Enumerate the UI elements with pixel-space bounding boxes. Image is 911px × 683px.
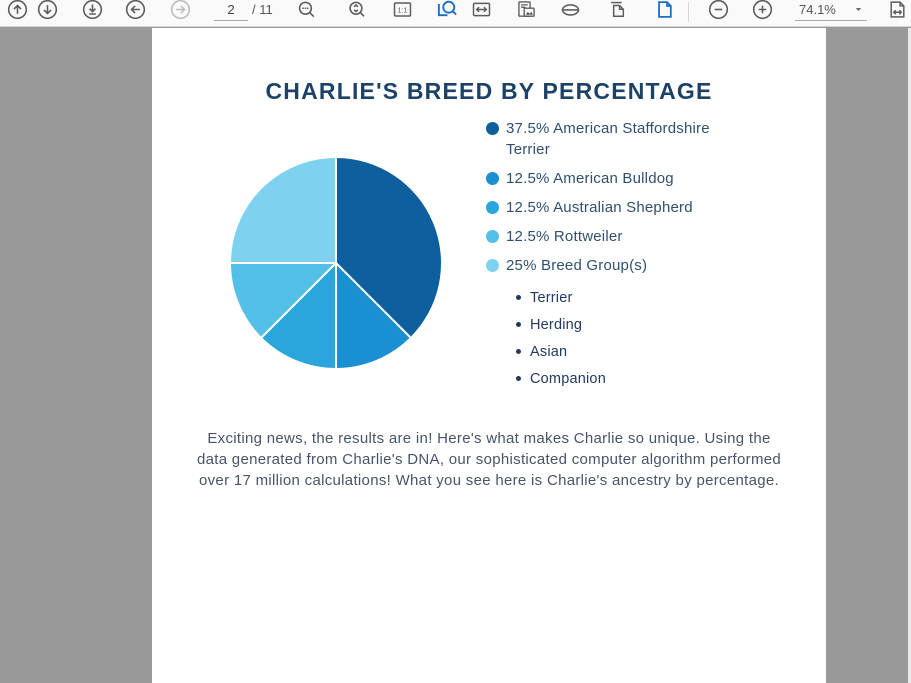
summary-paragraph: Exciting news, the results are in! Here's what makes Charlie so unique. Using the data generated from Charlie's DNA, our sophisticated computer algorithm performed over 17 million calculations! What you see here is Charlie's ancestry by percentage.	[196, 430, 782, 489]
down-arrow-to-bar-circle-icon	[82, 0, 103, 20]
pdf-page	[152, 28, 826, 683]
chart-legend	[486, 118, 736, 392]
single-page-view-button[interactable]	[652, 0, 676, 21]
legend-bullet-icon	[486, 259, 499, 272]
zoom-out-button[interactable]	[706, 0, 730, 21]
down-arrow-circle-icon	[37, 0, 58, 20]
page-count-label: / 11	[252, 2, 273, 17]
pie-slice	[231, 158, 336, 263]
legend-label: 12.5% American Bulldog	[506, 170, 674, 187]
legend-label: 37.5% American Staffordshire Terrier	[506, 120, 710, 158]
page-number-field	[214, 0, 248, 21]
read-mode-button[interactable]	[558, 0, 582, 21]
marquee-zoom-button[interactable]	[435, 0, 459, 21]
next-view-button[interactable]	[168, 0, 192, 21]
legend-item	[486, 255, 736, 276]
legend-item	[486, 118, 736, 160]
sub-breed-item	[516, 365, 736, 392]
page-number-input[interactable]	[214, 0, 248, 21]
page-fit-arrows-icon	[887, 0, 908, 20]
left-arrow-circle-icon	[125, 0, 146, 20]
fit-page-width-button[interactable]	[885, 0, 909, 21]
sub-breed-item	[516, 284, 736, 311]
one-to-one-icon	[392, 0, 413, 20]
breed-group-sublist	[516, 284, 736, 392]
pdf-toolbar	[0, 0, 911, 27]
legend-bullet-icon	[486, 122, 499, 135]
read-mode-icon	[560, 0, 581, 20]
bullet-dot-icon	[516, 349, 521, 354]
legend-bullet-icon	[486, 230, 499, 243]
sub-breed-label: Terrier	[530, 289, 573, 306]
page-title: CHARLIE'S BREED BY PERCENTAGE	[265, 78, 713, 104]
sub-breed-label: Herding	[530, 316, 583, 333]
zoom-in-button[interactable]	[750, 0, 774, 21]
sub-breed-label: Companion	[530, 370, 606, 387]
bullet-dot-icon	[516, 322, 521, 327]
search-button[interactable]	[294, 0, 318, 21]
bullet-dot-icon	[516, 376, 521, 381]
plus-circle-icon	[752, 0, 773, 20]
legend-item	[486, 197, 736, 218]
previous-view-button[interactable]	[123, 0, 147, 21]
zoom-level-value: 74.1%	[799, 2, 836, 17]
fit-width-button[interactable]	[469, 0, 493, 21]
sub-breed-label: Asian	[530, 343, 568, 360]
bullet-dot-icon	[516, 295, 521, 300]
legend-label: 25% Breed Group(s)	[506, 257, 648, 274]
document-canvas	[0, 28, 911, 683]
fit-page-button[interactable]	[514, 0, 538, 21]
legend-item	[486, 226, 736, 247]
legend-bullet-icon	[486, 172, 499, 185]
up-arrow-circle-icon	[7, 0, 28, 20]
minus-circle-icon	[708, 0, 729, 20]
zoom-level-dropdown[interactable]	[795, 0, 867, 21]
legend-bullet-icon	[486, 201, 499, 214]
last-page-button[interactable]	[80, 0, 104, 21]
pie-chart-svg	[225, 152, 447, 374]
marquee-zoom-icon	[436, 0, 458, 20]
actual-size-button[interactable]	[390, 0, 414, 21]
magnifier-zoom-icon	[346, 0, 367, 20]
page-up-button[interactable]	[5, 0, 29, 21]
page-down-button[interactable]	[35, 0, 59, 21]
toolbar-divider	[688, 2, 689, 22]
svg-text:1:1: 1:1	[396, 4, 408, 14]
legend-item	[486, 168, 736, 189]
right-arrow-circle-icon	[170, 0, 191, 20]
search-icon	[296, 0, 317, 20]
single-page-icon	[654, 0, 675, 20]
zoom-tools-button[interactable]	[344, 0, 368, 21]
fit-width-icon	[471, 0, 492, 20]
legend-label: 12.5% Rottweiler	[506, 228, 623, 245]
legend-label: 12.5% Australian Shepherd	[506, 199, 693, 216]
sub-breed-item	[516, 311, 736, 338]
rotate-view-button[interactable]	[606, 0, 630, 21]
fit-page-icon	[516, 0, 537, 20]
breed-pie-chart	[225, 152, 447, 374]
chevron-down-icon	[854, 5, 863, 14]
sub-breed-item	[516, 338, 736, 365]
rotate-page-icon	[608, 0, 629, 20]
